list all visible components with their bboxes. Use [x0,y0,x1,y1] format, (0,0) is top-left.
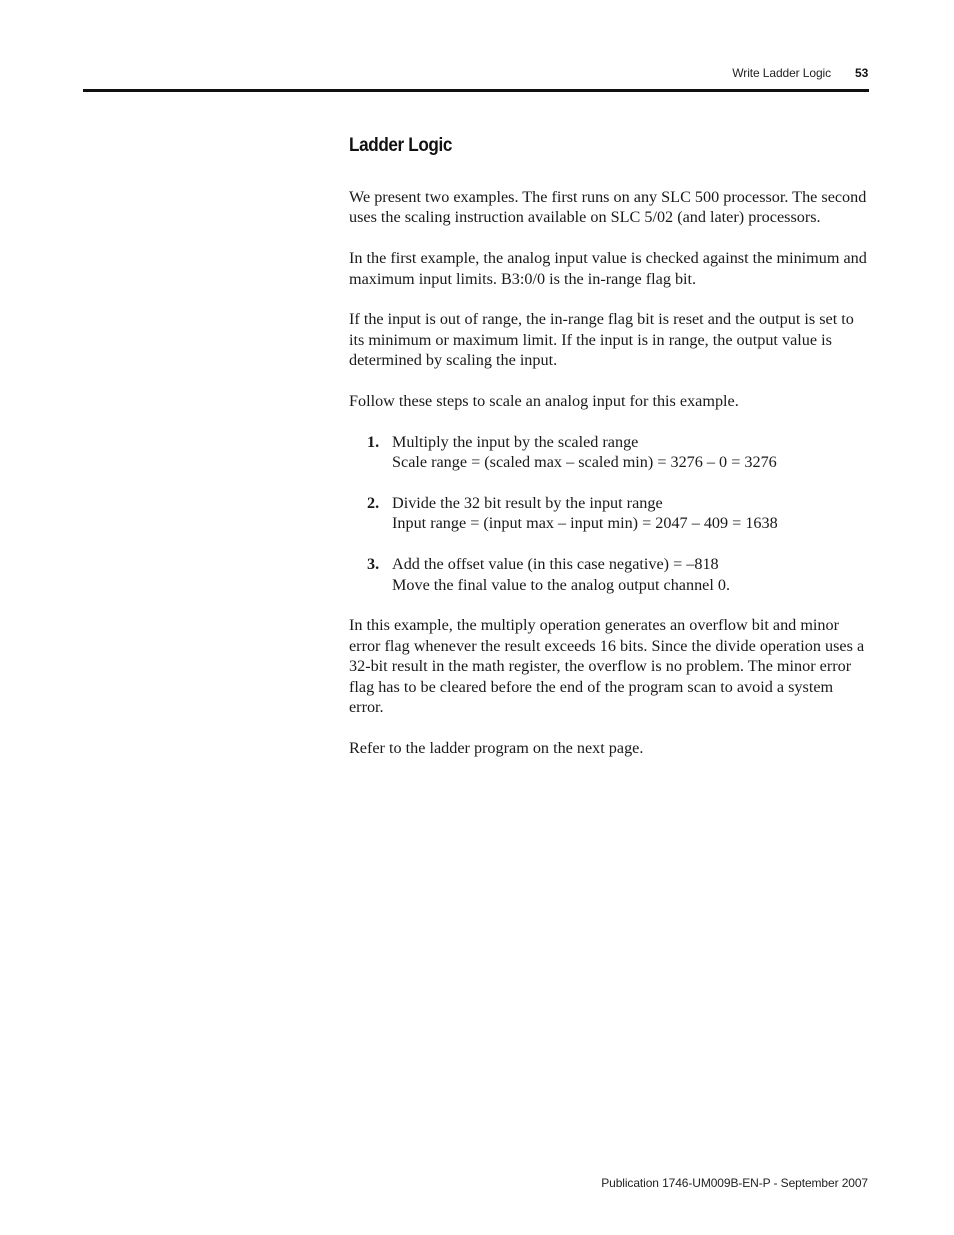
paragraph: Follow these steps to scale an analog input for this example. [349,392,739,411]
publication-footer: Publication 1746-UM009B-EN-P - September 2007 [601,1176,868,1190]
step-text [392,493,778,534]
step-line: Multiply the input by the scaled range [392,432,639,451]
list-item [367,554,869,595]
paragraph: In this example, the multiply operation generates an overflow bit and minor error flag whenever the result exceeds 16 bits. Since the divide operation uses a 32-bit result in the math register, the overflow is no problem. The minor error flag has to be cleared before the end of the program scan to avoid a system error. [349,616,865,717]
paragraph: In the first example, the analog input value is checked against the minimum and maximum input limits. B3:0/0 is the in-range flag bit. [349,249,867,288]
step-text [392,554,730,595]
step-number: 2. [367,494,380,513]
step-text [392,432,777,473]
body-text [349,187,869,779]
list-item [367,432,869,473]
paragraph: Refer to the ladder program on the next page. [349,738,644,757]
steps-list [349,432,869,595]
section-title: Ladder Logic [349,135,453,156]
header-rule [83,89,869,92]
list-item [367,493,869,534]
step-line: Add the offset value (in this case negative) = –818 [392,555,719,574]
step-line: Input range = (input max – input min) = 2047 – 409 = 1638 [392,514,778,533]
paragraph: We present two examples. The first runs on any SLC 500 processor. The second uses the scaling instruction available on SLC 5/02 (and later) processors. [349,188,867,227]
step-line: Scale range = (scaled max – scaled min) = 3276 – 0 = 3276 [392,453,777,472]
header-section-title: Write Ladder Logic [732,66,831,80]
step-line: Divide the 32 bit result by the input range [392,494,663,513]
paragraph: If the input is out of range, the in-range flag bit is reset and the output is set to its minimum or maximum limit. If the input is in range, the output value is determined by scaling the input. [349,310,854,370]
page-number: 53 [855,66,869,80]
step-number: 3. [367,555,380,574]
step-line: Move the final value to the analog output channel 0. [392,575,731,594]
step-number: 1. [367,432,380,451]
